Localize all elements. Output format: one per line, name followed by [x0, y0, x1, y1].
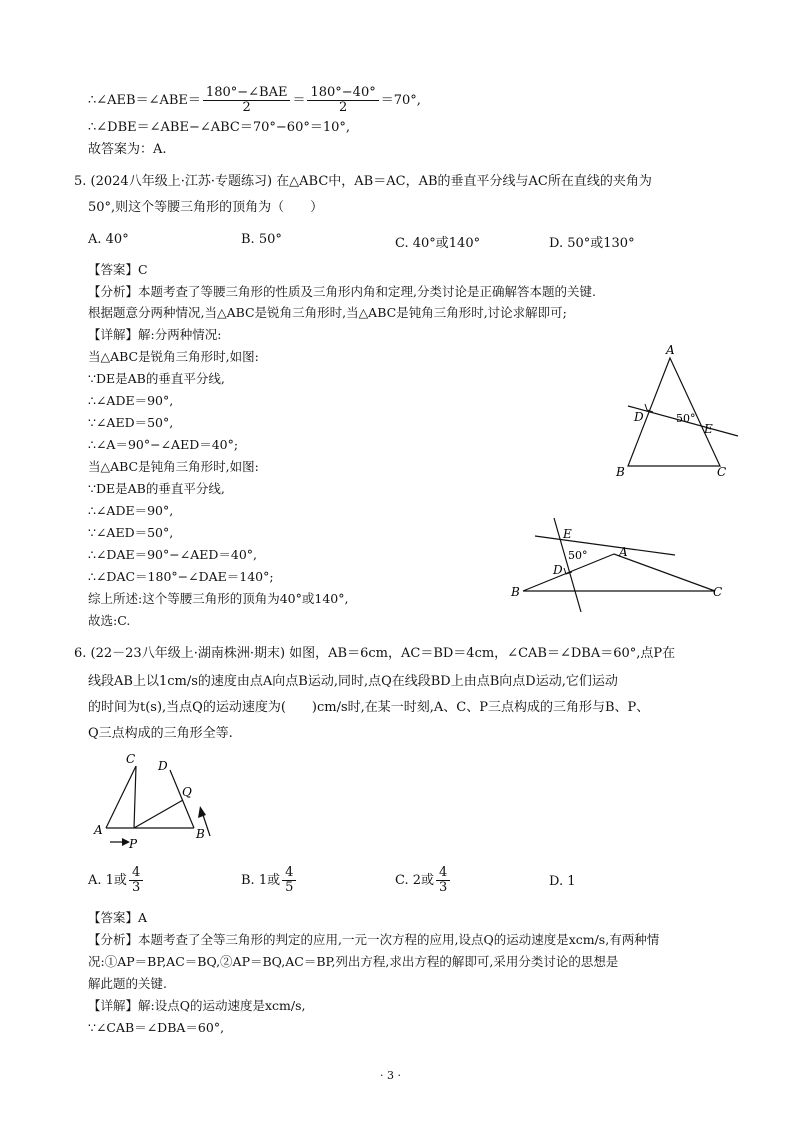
arrow-q-head	[198, 806, 206, 818]
top-line-3: 故答案为：A.	[88, 142, 167, 157]
label-d: D	[553, 563, 563, 577]
label-b: B	[511, 585, 520, 599]
q6-analysis-3: 解此题的关键.	[88, 976, 167, 991]
q5-detail-4: ∵∠AED＝50°,	[88, 415, 174, 430]
fraction-2: $\frac{180^\circ-40^\circ}{2}$	[307, 86, 378, 115]
label-a: A	[666, 343, 675, 357]
q5-detail-9: ∵∠AED＝50°,	[88, 525, 174, 540]
q6-stem-line-3: 的时间为t(s),当点Q的运动速度为( )cm/s时,在某一时刻,A、C、P三点构成的三角形与B、P、	[88, 700, 650, 715]
q5-detail-0: 【详解】解:分两种情况:	[88, 327, 222, 342]
q5-stem-line-2: 50°,则这个等腰三角形的顶角为（ ）	[88, 200, 324, 215]
label-b: B	[616, 465, 625, 479]
q5-detail-8: ∴∠ADE＝90°,	[88, 503, 174, 518]
top-line-1: ∴∠AEB＝∠ABE＝ $\frac{\text{180°−∠BAE}}{2}$ ＝ $\frac{180^\circ-40^\circ}{2}$ ＝70°,	[88, 85, 421, 115]
q5-analysis-2: 根据题意分两种情况,当△ABC是锐角三角形时,当△ABC是钝角三角形时,讨论求解即可;	[88, 305, 567, 320]
label-c: C	[126, 752, 136, 766]
q6-detail-1: 【详解】解:设点Q的运动速度是xcm/s,	[88, 998, 306, 1013]
top-line-2: ∴∠DBE＝∠ABE−∠ABC＝70°−60°＝10°,	[88, 120, 351, 135]
q5-option-b: B. 50°	[241, 232, 282, 247]
segment-cp	[134, 766, 136, 828]
q6-answer: 【答案】A	[88, 910, 148, 925]
q5-option-d: D. 50°或130°	[549, 236, 635, 251]
label-c: C	[717, 465, 727, 479]
q6-option-c: C. 2或 $\frac{4}{3}$	[395, 866, 452, 895]
q6-figure	[86, 750, 226, 855]
q6-stem-line-2: 线段AB上以1cm/s的速度由点A向点B运动,同时,点Q在线段BD上由点B向点D运动,它们运动	[88, 674, 618, 689]
q5-option-c: C. 40°或140°	[395, 236, 481, 251]
q5-detail-12: 综上所述:这个等腰三角形的顶角为40°或140°,	[88, 591, 349, 606]
q5-analysis-1: 【分析】本题考查了等腰三角形的性质及三角形内角和定理,分类讨论是正确解答本题的关键.	[88, 284, 596, 299]
q6-option-b: B. 1或 $\frac{4}{5}$	[241, 866, 298, 895]
label-b: B	[196, 827, 205, 841]
label-e: E	[563, 527, 572, 541]
q6-analysis-2: 况:①AP＝BP,AC＝BQ,②AP＝BQ,AC＝BP,列出方程,求出方程的解即可,采用分类讨论的思想是	[88, 954, 619, 969]
label-d: D	[158, 759, 168, 773]
q6-option-d: D. 1	[549, 874, 576, 889]
triangle-abc	[523, 554, 715, 591]
segment-ac	[106, 766, 136, 828]
segment-bd	[170, 770, 194, 828]
q5-detail-1: 当△ABC是锐角三角形时,如图:	[88, 349, 259, 364]
q5-detail-2: ∵DE是AB的垂直平分线,	[88, 371, 225, 386]
segment-pq	[134, 800, 183, 828]
label-q: Q	[182, 785, 192, 799]
label-p: P	[129, 837, 138, 851]
q6-stem-line-1: 6. (22－23八年级上·湖南株洲·期末) 如图，AB＝6cm，AC＝BD＝4cm，∠CAB＝∠DBA＝60°,点P在	[74, 646, 676, 661]
q5-detail-5: ∴∠A＝90°−∠AED＝40°;	[88, 437, 239, 452]
label-e: E	[704, 422, 713, 436]
fraction-1: $\frac{\text{180°−∠BAE}}{2}$	[203, 86, 291, 115]
q5-detail-10: ∴∠DAE＝90°−∠AED＝40°,	[88, 547, 258, 562]
q5-detail-6: 当△ABC是钝角三角形时,如图:	[88, 459, 259, 474]
angle-label: 50°	[676, 412, 696, 425]
q5-answer: 【答案】C	[88, 262, 148, 277]
q5-detail-3: ∴∠ADE＝90°,	[88, 393, 174, 408]
q5-detail-11: ∴∠DAC＝180°−∠DAE＝140°;	[88, 569, 274, 584]
q6-option-a: A. 1或 $\frac{4}{3}$	[88, 866, 145, 895]
q5-stem-line-1: 5. (2024八年级上·江苏·专题练习) 在△ABC中，AB＝AC，AB的垂直平分线与AC所在直线的夹角为	[74, 174, 652, 189]
q6-stem-line-4: Q三点构成的三角形全等.	[88, 726, 233, 741]
q6-analysis-1: 【分析】本题考查了全等三角形的判定的应用,一元一次方程的应用,设点Q的运动速度是xcm/s,有两种情	[88, 932, 660, 947]
q5-detail-13: 故选:C.	[88, 613, 131, 628]
label-c: C	[713, 585, 723, 599]
label-a: A	[94, 823, 103, 837]
page-number: · 3 ·	[380, 1069, 401, 1082]
angle-label: 50°	[568, 549, 588, 562]
q5-option-a: A. 40°	[88, 232, 129, 247]
q5-figure-acute	[600, 340, 750, 490]
label-a: A	[619, 545, 628, 559]
q5-figure-obtuse	[505, 512, 735, 612]
q6-detail-2: ∵∠CAB＝∠DBA＝60°,	[88, 1020, 225, 1035]
q5-detail-7: ∵DE是AB的垂直平分线,	[88, 481, 225, 496]
line-ac-extended	[535, 536, 675, 555]
label-d: D	[634, 410, 644, 424]
